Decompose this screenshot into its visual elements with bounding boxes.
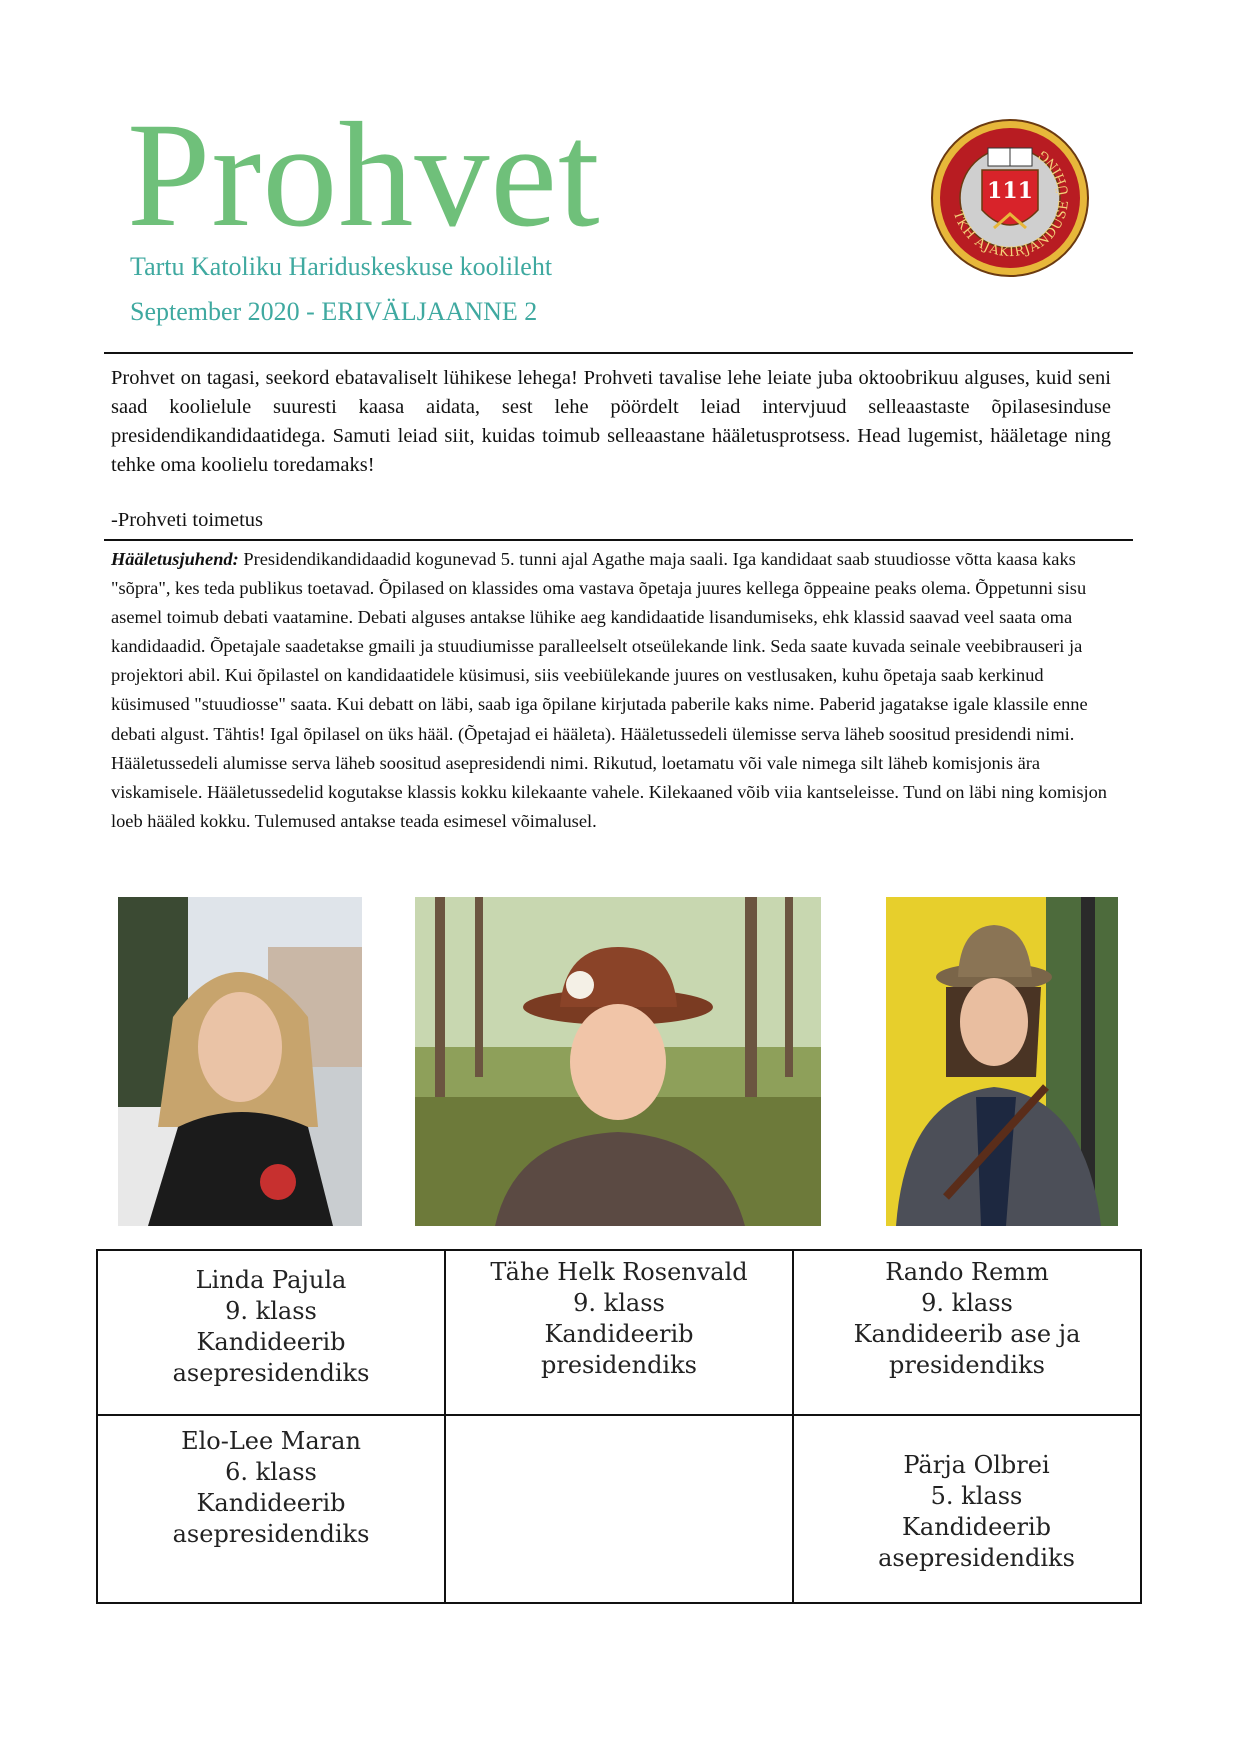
club-emblem-logo	[930, 118, 1090, 278]
candidate-role-line: asepresidendiks	[878, 1543, 1075, 1572]
candidate-name: Pärja Olbrei	[903, 1450, 1050, 1479]
candidate-photo-linda	[118, 897, 362, 1226]
candidate-role-line: presidendiks	[889, 1351, 1045, 1379]
emblem-number: 111	[987, 178, 1033, 204]
candidates-table	[96, 1249, 1142, 1604]
candidate-name: Elo-Lee Maran	[181, 1426, 361, 1455]
header-divider	[104, 352, 1133, 354]
candidate-role-line: asepresidendiks	[172, 1519, 370, 1548]
candidate-role-line: Kandideerib	[544, 1320, 694, 1348]
issue-label: September 2020 - ERIVÄLJAANNE 2	[130, 297, 538, 326]
voting-guide-text: Presidendikandidaadid kogunevad 5. tunni ajal Agathe maja saali. Iga kandidaat saab stuudiosse võtta kaasa kaks "sõpra", kes teda publikus toetavad. Õpilased on klassides oma vastava õpetaja juures kellega õppeaine peaks olema. Õppetunni sisu asemel toimub debati vaatamine. Debati alguses antakse lühike aeg kandidaatide lisandumiseks, ehk klassid saavad veel saata oma kandidaadid. Õpetajale saadetakse gmaili ja stuudiumisse paralleelselt otseülekande link. Seda saate kuvada seinale veebibrauseri ja projektori abil. Kui õpilastel on kandidaatidele küsimusi, siis veebiülekande juures on vestlusaken, kuhu õpetaja saab kerkinud küsimused "stuudiosse" saata. Kui debatt on läbi, saab iga õpilane kirjutada paberile kaks nime. Paberid jagatakse igale klassile enne debati algust. Tähtis! Igal õpilasel on üks hääl. (Õpetajad ei hääleta). Hääletussedeli ülemisse serva läheb soositud presidendi nimi. Hääletussedeli alumisse serva läheb soositud asepresidendi nimi. Rikutud, loetamatu või vale nimega silt läheb komisjonis ära viskamisele. Hääletussedelid kogutakse klassis kokku kilekaante vahele. Kilekaaned võib viia kantseleisse. Tund on läbi ning komisjon loeb hääled kokku. Tulemused antakse teada esimesel võimalusel.	[111, 549, 1107, 831]
candidate-grade: 9. klass	[573, 1289, 665, 1317]
table-row	[97, 1250, 1141, 1415]
candidate-grade: 9. klass	[225, 1297, 317, 1325]
candidate-cell	[97, 1250, 445, 1415]
candidate-grade: 9. klass	[921, 1289, 1013, 1317]
candidate-role-line: asepresidendiks	[172, 1359, 370, 1387]
candidate-role-line: presidendiks	[541, 1351, 697, 1379]
intro-signoff: -Prohveti toimetus	[111, 509, 264, 531]
candidate-role-line: Kandideerib	[196, 1328, 346, 1356]
empty-cell	[445, 1415, 793, 1603]
newsletter-title: Prohvet	[127, 92, 601, 258]
candidate-name: Rando Remm	[885, 1258, 1049, 1286]
candidate-name: Linda Pajula	[195, 1266, 347, 1294]
candidate-cell	[445, 1250, 793, 1415]
candidate-grade: 6. klass	[225, 1457, 317, 1486]
candidate-cell	[793, 1415, 1141, 1603]
candidate-grade: 5. klass	[930, 1481, 1023, 1510]
emblem-ring-text: TKH AJAKIRJANDUSE ÜHING	[949, 146, 1073, 261]
table-row	[97, 1415, 1141, 1603]
candidate-photo-rando	[886, 897, 1118, 1226]
candidate-role-line: Kandideerib	[196, 1488, 346, 1517]
candidate-cell	[97, 1415, 445, 1603]
voting-guide-heading: Hääletusjuhend:	[111, 549, 239, 569]
intro-paragraph: Prohvet on tagasi, seekord ebatavaliselt lühikese lehega! Prohveti tavalise lehe leiate juba oktoobrikuu alguses, kuid seni saad koolielule suuresti kaasa aidata, sest lehe pöördelt leiad intervjuud selleaastaste õpilasesinduse presidendikandidaatidega. Samuti leiad siit, kuidas toimub selleaastane hääletusprotsess. Head lugemist, hääletage ning tehke oma koolielu toredamaks!	[111, 367, 1111, 476]
voting-guide	[111, 545, 1119, 836]
candidate-photo-tahe	[415, 897, 821, 1226]
candidate-role-line: Kandideerib ase ja	[853, 1320, 1081, 1348]
candidate-role-line: Kandideerib	[901, 1512, 1051, 1541]
candidate-cell	[793, 1250, 1141, 1415]
newsletter-subtitle: Tartu Katoliku Hariduskeskuse koolileht	[130, 252, 553, 281]
candidate-name: Tähe Helk Rosenvald	[490, 1258, 748, 1286]
section-divider	[104, 539, 1133, 541]
